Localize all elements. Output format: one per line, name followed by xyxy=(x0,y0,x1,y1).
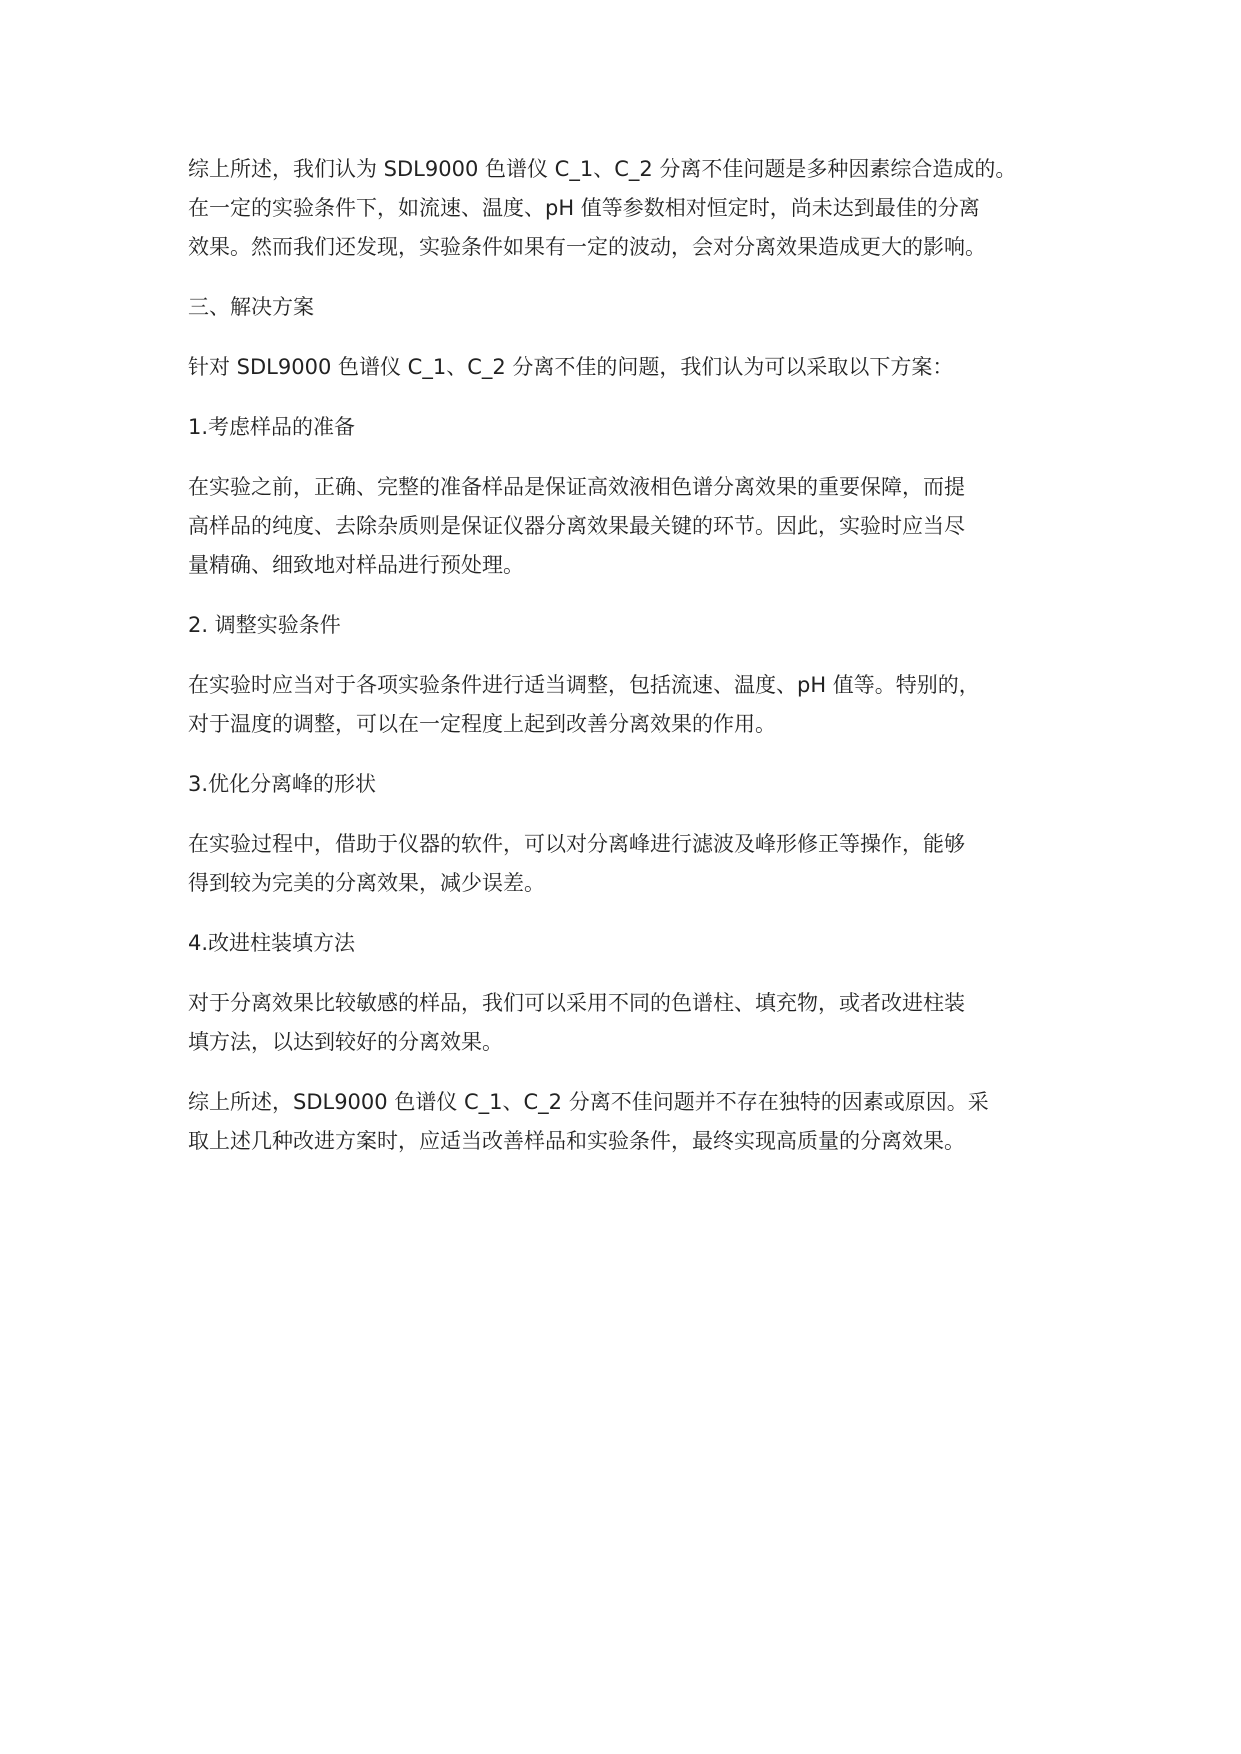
heading-text: 1.考虑样品的准备 xyxy=(188,415,356,439)
text-line: 在实验过程中，借助于仪器的软件，可以对分离峰进行滤波及峰形修正等操作，能够 xyxy=(188,832,965,856)
text-line: 综上所述，SDL9000 色谱仪 C_1、C_2 分离不佳问题并不存在独特的因素或原因。采 xyxy=(188,1090,989,1114)
text-line: 量精确、细致地对样品进行预处理。 xyxy=(188,553,524,577)
text-line: 在实验之前，正确、完整的准备样品是保证高效液相色谱分离效果的重要保障，而提 xyxy=(188,475,965,499)
text-line: 得到较为完美的分离效果，减少误差。 xyxy=(188,871,545,895)
document-body xyxy=(188,150,1068,1182)
text-line: 对于分离效果比较敏感的样品，我们可以采用不同的色谱柱、填充物，或者改进柱装 xyxy=(188,991,965,1015)
heading-text: 4.改进柱装填方法 xyxy=(188,931,356,955)
section-heading-solutions xyxy=(188,288,1068,327)
peak-shape-paragraph xyxy=(188,825,1068,903)
heading-text: 2. 调整实验条件 xyxy=(188,613,341,637)
subheading-sample-preparation xyxy=(188,408,1068,447)
subheading-adjust-conditions xyxy=(188,606,1068,645)
conclusion-paragraph-1 xyxy=(188,150,1068,267)
text-line: 对于温度的调整，可以在一定程度上起到改善分离效果的作用。 xyxy=(188,712,776,736)
text-line: 高样品的纯度、去除杂质则是保证仪器分离效果最关键的环节。因此，实验时应当尽 xyxy=(188,514,965,538)
text-line: 在实验时应当对于各项实验条件进行适当调整，包括流速、温度、pH 值等。特别的， xyxy=(188,673,980,697)
text-line: 效果。然而我们还发现，实验条件如果有一定的波动，会对分离效果造成更大的影响。 xyxy=(188,235,986,259)
heading-text: 三、解决方案 xyxy=(188,295,314,319)
text-line: 针对 SDL9000 色谱仪 C_1、C_2 分离不佳的问题，我们认为可以采取以下方案： xyxy=(188,355,954,379)
adjust-conditions-paragraph xyxy=(188,666,1068,744)
subheading-peak-shape xyxy=(188,765,1068,804)
heading-text: 3.优化分离峰的形状 xyxy=(188,772,377,796)
text-line: 综上所述，我们认为 SDL9000 色谱仪 C_1、C_2 分离不佳问题是多种因素综合造成的。 xyxy=(188,157,1017,181)
text-line: 填方法，以达到较好的分离效果。 xyxy=(188,1030,503,1054)
text-line: 在一定的实验条件下，如流速、温度、pH 值等参数相对恒定时，尚未达到最佳的分离 xyxy=(188,196,980,220)
subheading-column-packing xyxy=(188,924,1068,963)
solutions-intro-paragraph xyxy=(188,348,1068,387)
text-line: 取上述几种改进方案时，应适当改善样品和实验条件，最终实现高质量的分离效果。 xyxy=(188,1129,965,1153)
column-packing-paragraph xyxy=(188,984,1068,1062)
final-conclusion-paragraph xyxy=(188,1083,1068,1161)
sample-preparation-paragraph xyxy=(188,468,1068,585)
